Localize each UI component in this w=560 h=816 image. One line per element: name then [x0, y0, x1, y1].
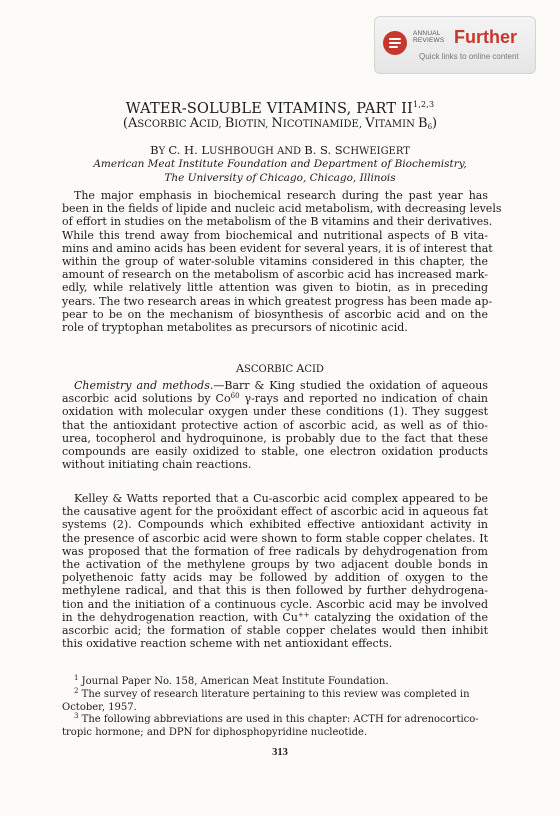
publisher-line-2: REVIEWS	[413, 37, 445, 44]
superscript: ++	[297, 610, 310, 619]
body-line: ascorbic acid; the formation of stable copper chelates would then inhibit	[62, 623, 488, 637]
body-line: the causative agent for the proöxidant effect of ascorbic acid in aqueous fat	[62, 505, 488, 519]
body-line: polyethenoic fatty acids may be followed by addition of oxygen to the	[62, 571, 488, 585]
body-text: catalyzing the oxidation of the	[309, 610, 488, 624]
footnote-marker: 2	[74, 687, 79, 695]
body-line	[62, 611, 488, 624]
body-text: γ-rays and reported no indication of chain	[239, 392, 489, 406]
body-line: role of tryptophan metabolites as precursors of nicotinic acid.	[62, 320, 408, 334]
body-line: this oxidative reaction scheme with net antioxidant effects.	[62, 637, 393, 651]
body-line: The major emphasis in biochemical research during the past year has	[74, 189, 488, 202]
subtitle-part: B	[418, 116, 428, 131]
footnote-line: tropic hormone; and DPN for diphosphopyridine nucleotide.	[62, 726, 368, 738]
footnote-line: October, 1957.	[62, 701, 137, 713]
affiliation-line-1: American Meat Institute Foundation and Department of Biochemistry,	[93, 158, 467, 170]
intro-paragraph	[62, 189, 502, 334]
run-in-heading: Chemistry and methods.	[74, 379, 214, 392]
footnote-line	[62, 676, 488, 689]
body-line: of effort in studies on the metabolism of the B vitamins and their derivatives.	[62, 215, 493, 229]
subtitle-part: N	[271, 116, 283, 131]
body-text: in the dehydrogenation reaction, with Cu	[62, 610, 298, 624]
footnote-3	[62, 714, 488, 739]
body-line: without initiating chain reactions.	[62, 458, 252, 472]
superscript: 60	[230, 392, 240, 401]
page-number: 313	[272, 747, 288, 758]
subtitle-part: A	[189, 116, 200, 131]
body-line: been in the fields of lipide and nucleic acid metabolism, with decreasing levels	[62, 202, 502, 216]
body-line: within the group of water-soluble vitamins considered in this chapter, the	[62, 254, 488, 268]
author-part: USHBOUGH AND	[209, 146, 305, 157]
subtitle-part: 6	[427, 123, 433, 131]
body-line: tion and the initiation of a continuous cycle. Ascorbic acid may be involved	[62, 597, 488, 611]
affiliation-line-2: The University of Chicago, Chicago, Illinois	[164, 171, 396, 184]
footnote-marker: 1	[74, 674, 79, 682]
subtitle-part: B	[224, 116, 235, 131]
title-footnote-markers: 1,2,3	[412, 100, 435, 109]
author-part: B	[150, 143, 159, 157]
body-line: urea, tocopherol and hydroquinone, is probably due to the fact that these	[62, 431, 488, 445]
subtitle-part: (A	[122, 116, 138, 131]
heading-part: A	[236, 362, 244, 375]
body-line	[62, 392, 488, 405]
affiliation	[0, 158, 560, 185]
author-part: Y	[158, 146, 169, 157]
subtitle-part: ITAMIN	[374, 119, 418, 130]
body-line: edly, while relatively little attention was given to biotin, as in preceding	[62, 281, 488, 295]
subtitle-part: SCORBIC	[137, 119, 190, 130]
subtitle-part: CID,	[199, 119, 225, 130]
annual-reviews-logo-icon	[383, 31, 407, 55]
chemistry-methods-paragraph	[62, 379, 488, 471]
section-heading	[0, 362, 560, 376]
footnote-line	[62, 689, 488, 702]
subtitle-part: IOTIN,	[234, 119, 272, 130]
author-line	[0, 143, 560, 159]
author-part: C. H. L	[168, 143, 210, 157]
footnote-1	[62, 676, 488, 689]
author-part: B. S. S	[304, 143, 343, 157]
kelley-watts-paragraph	[62, 492, 488, 650]
article-subtitle	[0, 115, 560, 133]
body-text: ascorbic acid solutions by Co	[62, 392, 231, 406]
body-line: amount of research on the metabolism of ascorbic acid has increased mark-	[62, 268, 488, 282]
body-line: mins and amino acids has been evident for several years, it is of interest that	[62, 241, 493, 255]
heading-part: CID	[304, 364, 324, 375]
body-line: that the antioxidant protective action of ascorbic acid, as well as of thio-	[62, 418, 488, 432]
heading-part: SCORBIC	[244, 364, 297, 375]
footnote-text: The survey of research literature pertaining to this review was completed in	[78, 689, 470, 700]
body-line: years. The two research areas in which greatest progress has been made ap-	[62, 294, 493, 308]
subtitle-part: ICOTINAMIDE,	[282, 119, 366, 130]
footnote-text: Journal Paper No. 158, American Meat Institute Foundation.	[78, 676, 389, 687]
body-line: the presence of ascorbic acid were shown to form stable copper chelates. It	[62, 531, 488, 545]
body-line: Kelley & Watts reported that a Cu-ascorbic acid complex appeared to be	[74, 492, 488, 505]
further-link-badge[interactable]	[374, 16, 536, 74]
publisher-line-1: ANNUAL	[413, 30, 441, 37]
author-part: CHWEIGERT	[342, 146, 410, 157]
body-line: oxidation with molecular oxygen under these conditions (1). They suggest	[62, 405, 488, 419]
body-line: the activation of the methylene groups by two adjacent double bonds in	[62, 557, 488, 571]
footnote-line	[62, 714, 488, 727]
body-line	[62, 379, 488, 392]
further-tagline: Quick links to online content	[419, 52, 519, 61]
further-label: Further	[454, 27, 517, 47]
footnote-2	[62, 689, 488, 714]
body-line: While this trend away from biochemical and nutritional aspects of B vita-	[62, 228, 488, 242]
subtitle-part: V	[365, 116, 375, 131]
heading-part: A	[296, 362, 305, 375]
publisher-wordmark	[413, 30, 451, 44]
footnote-marker: 3	[74, 712, 79, 720]
body-line: systems (2). Compounds which exhibited effective antioxidant activity in	[62, 518, 488, 532]
article-title-text: WATER-SOLUBLE VITAMINS, PART II	[125, 100, 413, 117]
body-line: compounds are easily oxidized to stable, one electron oxidation products	[62, 444, 488, 458]
footnote-text: The following abbreviations are used in this chapter: ACTH for adrenocortico-	[78, 714, 479, 725]
body-line: methylene radical, and that this is then followed by further dehydrogena-	[62, 584, 488, 598]
body-line: was proposed that the formation of free radicals by dehydrogenation from	[62, 544, 488, 558]
subtitle-part: )	[432, 116, 438, 131]
body-text: —Barr & King studied the oxidation of aqueous	[213, 379, 488, 392]
body-line: pear to be on the mechanism of biosynthesis of ascorbic acid and on the	[62, 307, 488, 321]
